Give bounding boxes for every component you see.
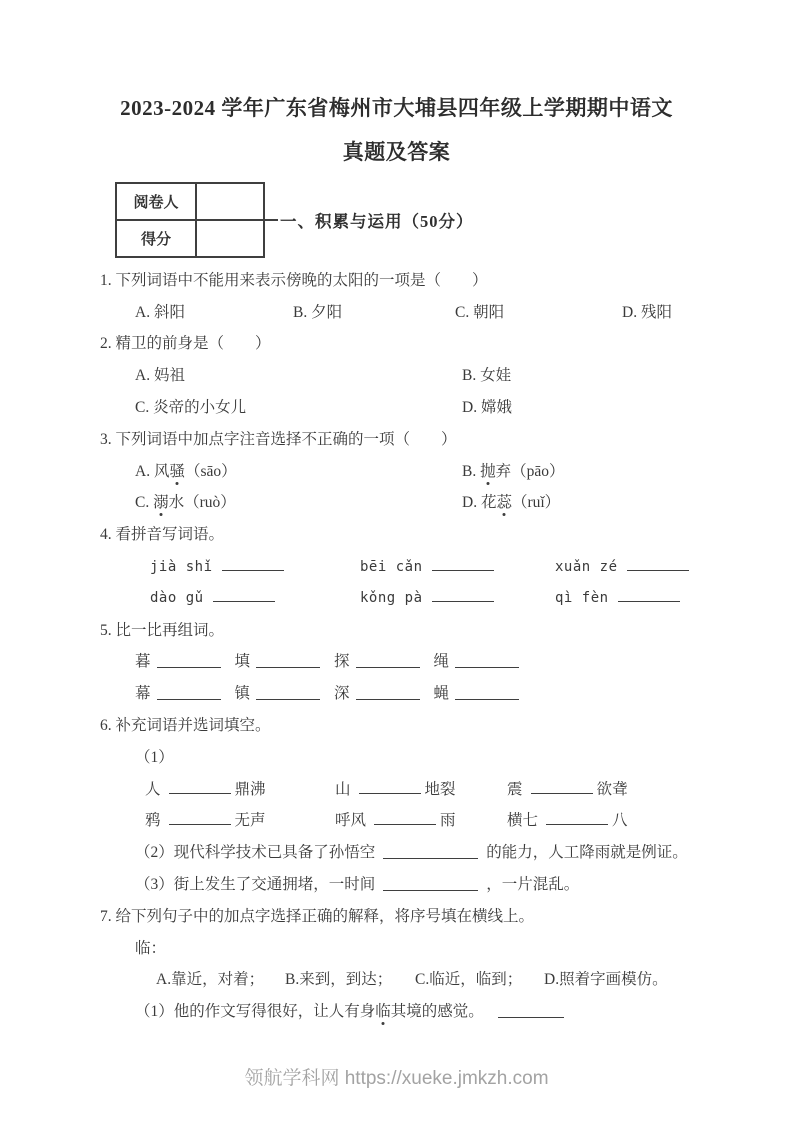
- q5-char-5: 幕: [135, 685, 151, 703]
- answer-blank: [498, 1002, 564, 1018]
- q6-row-2: [0, 804, 793, 836]
- q3-option-d-post: （ruǐ）: [511, 494, 561, 512]
- q1-options-row: [0, 295, 793, 327]
- q5-char-1: 暮: [135, 653, 151, 671]
- q2-options-row-2: [0, 390, 793, 422]
- q4-item-2-pinyin: bēi cǎn: [360, 558, 423, 575]
- q4-item-1: [150, 555, 360, 576]
- q1-stem-text: 1. 下列词语中不能用来表示傍晚的太阳的一项是（ ）: [100, 271, 488, 289]
- q5-char-7: 深: [334, 685, 350, 703]
- q4-item-2: [360, 555, 555, 576]
- q3-stem-text: 3. 下列词语中加点字注音选择不正确的一项（ ）: [100, 430, 457, 448]
- q6-phrase-4-pre: 鸦: [145, 812, 161, 830]
- q6-phrase-3-post: 欲聋: [596, 780, 628, 798]
- score-value-cell: [196, 220, 264, 257]
- answer-blank: [374, 809, 436, 825]
- grader-score-table: [115, 182, 265, 258]
- q6-sub2-pre: （2）现代科学技术已具备了孙悟空: [135, 844, 376, 862]
- q6-phrase-2-pre: 山: [335, 780, 351, 798]
- answer-blank: [169, 778, 231, 794]
- q6-sub2-post: 的能力，人工降雨就是例证。: [486, 844, 688, 862]
- q6-sub2: [0, 835, 793, 867]
- q6-row-1: [0, 772, 793, 804]
- q4-item-1-pinyin: jià shǐ: [150, 558, 213, 575]
- section-header: [115, 182, 793, 258]
- q7-option-d: D.照着字画模仿。: [544, 971, 668, 989]
- q4-item-3: [555, 555, 689, 576]
- q5-char-8: 蝇: [433, 685, 450, 703]
- q4-stem: [0, 517, 793, 549]
- q6-stem-text: 6. 补充词语并选词填空。: [100, 717, 271, 735]
- q1-option-d: D. 残阳: [622, 303, 672, 321]
- q6-phrase-4: [145, 808, 335, 830]
- q6-phrase-6-post: 八: [612, 812, 628, 830]
- grader-value-cell: [196, 183, 264, 220]
- answer-blank: [169, 809, 231, 825]
- q1-stem: [0, 263, 793, 295]
- q6-phrase-2: [335, 777, 507, 799]
- q2-options-row-1: [0, 358, 793, 390]
- q1-option-a: A. 斜阳: [135, 303, 185, 321]
- answer-blank: [432, 586, 494, 602]
- q7-option-c: C.临近，临到；: [415, 971, 523, 989]
- q6-phrase-3: [507, 777, 628, 799]
- answer-blank: [432, 555, 494, 571]
- q7-option-a: A.靠近，对着；: [156, 971, 265, 989]
- watermark-footer: 领航学科网 https://xueke.jmkzh.com: [244, 1068, 549, 1089]
- page-title-line1: 2023-2024 学年广东省梅州市大埔县四年级上学期期中语文: [120, 96, 673, 120]
- q3-option-d-dotted-char: 蕊: [496, 490, 512, 512]
- grader-label: 阅卷人: [116, 183, 196, 220]
- answer-blank: [383, 875, 478, 891]
- q2-stem: [0, 327, 793, 359]
- answer-blank: [455, 684, 519, 700]
- q3-option-c-post: 水（ruò）: [168, 494, 236, 512]
- q1-option-c: C. 朝阳: [455, 303, 505, 321]
- q3-option-b: [462, 459, 565, 481]
- q5-stem: [0, 613, 793, 645]
- q3-option-d: [462, 490, 560, 512]
- q4-item-4: [150, 586, 360, 607]
- answer-blank: [618, 586, 680, 602]
- q3-option-b-pre: B.: [462, 462, 481, 480]
- q5-row-2: [0, 676, 793, 708]
- q2-option-a: A. 妈祖: [135, 367, 185, 385]
- q7-options-row: [0, 963, 793, 995]
- q5-char-2: 填: [234, 653, 251, 671]
- q6-sub1-label-text: （1）: [135, 748, 174, 766]
- q6-phrase-1-post: 鼎沸: [234, 780, 266, 798]
- q7-sub1-pre: （1）他的作文写得很好，让人有身: [135, 1003, 376, 1021]
- answer-blank: [455, 652, 519, 668]
- q4-item-6: [555, 586, 680, 607]
- q3-options-row-2: [0, 486, 793, 518]
- answer-blank: [359, 778, 421, 794]
- table-row-score: [116, 220, 264, 257]
- q5-char-3: 探: [334, 653, 350, 671]
- q7-char-label: [0, 931, 793, 963]
- q3-option-c-pre: C.: [135, 494, 154, 512]
- q3-stem: [0, 422, 793, 454]
- answer-blank: [256, 652, 320, 668]
- q6-phrase-6-pre: 横七: [507, 812, 539, 830]
- q6-phrase-1: [145, 777, 335, 799]
- q3-option-a-post: （sāo）: [184, 462, 237, 480]
- q4-stem-text: 4. 看拼音写词语。: [100, 526, 225, 544]
- question-body: [0, 263, 793, 1026]
- q3-options-row-1: [0, 454, 793, 486]
- q5-char-6: 镇: [234, 685, 251, 703]
- page-title: [0, 0, 793, 174]
- q7-option-b: B.来到，到达；: [285, 971, 393, 989]
- answer-blank: [531, 778, 593, 794]
- q7-sub1-dotted-char: 临: [375, 999, 391, 1021]
- answer-blank: [157, 684, 221, 700]
- heading-lead-line: [265, 219, 278, 221]
- answer-blank: [356, 652, 420, 668]
- q3-option-a: [135, 459, 462, 481]
- q3-option-c-dotted-char: 溺: [153, 490, 169, 512]
- page-title-line2: 真题及答案: [342, 140, 451, 164]
- q7-char-label-text: 临：: [135, 939, 167, 957]
- section-heading: 一、积累与运用（50分）: [280, 212, 474, 231]
- q4-row-2: [0, 581, 793, 613]
- q2-option-d: D. 嫦娥: [462, 399, 512, 417]
- q6-sub3-pre: （3）街上发生了交通拥堵，一时间: [135, 876, 376, 894]
- answer-blank: [627, 555, 689, 571]
- q6-phrase-5: [335, 808, 507, 830]
- q7-sub1-post: 其境的感觉。: [390, 1003, 484, 1021]
- q3-option-b-post: 弃（pāo）: [495, 462, 565, 480]
- q1-option-b: B. 夕阳: [293, 303, 343, 321]
- answer-blank: [213, 586, 275, 602]
- q3-option-d-pre: D. 花: [462, 494, 497, 512]
- q7-stem-text: 7. 给下列句子中的加点字选择正确的解释，将序号填在横线上。: [100, 907, 535, 925]
- q4-item-4-pinyin: dào gǔ: [150, 590, 204, 607]
- answer-blank: [546, 809, 608, 825]
- q6-sub3: [0, 867, 793, 899]
- table-row-grader: [116, 183, 264, 220]
- q4-item-6-pinyin: qì fèn: [555, 590, 609, 607]
- q3-option-b-dotted-char: 抛: [480, 459, 496, 481]
- q3-option-a-dotted-char: 骚: [169, 459, 185, 481]
- answer-blank: [222, 555, 284, 571]
- q2-stem-text: 2. 精卫的前身是（ ）: [100, 335, 271, 353]
- q5-char-4: 绳: [433, 653, 450, 671]
- q5-stem-text: 5. 比一比再组词。: [100, 621, 225, 639]
- answer-blank: [256, 684, 320, 700]
- q5-row-1: [0, 645, 793, 677]
- section-heading-wrap: [265, 208, 474, 232]
- q4-item-5: [360, 586, 555, 607]
- q2-option-c: C. 炎帝的小女儿: [135, 399, 247, 417]
- q3-option-a-pre: A. 风: [135, 462, 170, 480]
- q7-sub1: [0, 994, 793, 1026]
- q7-stem: [0, 899, 793, 931]
- answer-blank: [383, 843, 478, 859]
- q3-option-c: [135, 490, 462, 512]
- q6-sub1-label: [0, 740, 793, 772]
- q6-phrase-3-pre: 震: [507, 780, 523, 798]
- answer-blank: [157, 652, 221, 668]
- q6-phrase-5-post: 雨: [440, 812, 456, 830]
- q6-stem: [0, 708, 793, 740]
- q6-phrase-5-pre: 呼风: [335, 812, 367, 830]
- q4-item-5-pinyin: kǒng pà: [360, 590, 423, 607]
- q6-phrase-2-post: 地裂: [424, 780, 456, 798]
- q6-phrase-4-post: 无声: [234, 812, 266, 830]
- q6-phrase-6: [507, 808, 628, 830]
- q2-option-b: B. 女娃: [462, 367, 512, 385]
- q4-item-3-pinyin: xuǎn zé: [555, 558, 618, 575]
- q6-sub3-post: ，一片混乱。: [486, 876, 580, 894]
- score-label: 得分: [116, 220, 196, 257]
- answer-blank: [356, 684, 420, 700]
- q6-phrase-1-pre: 人: [145, 780, 161, 798]
- q4-row-1: [0, 549, 793, 581]
